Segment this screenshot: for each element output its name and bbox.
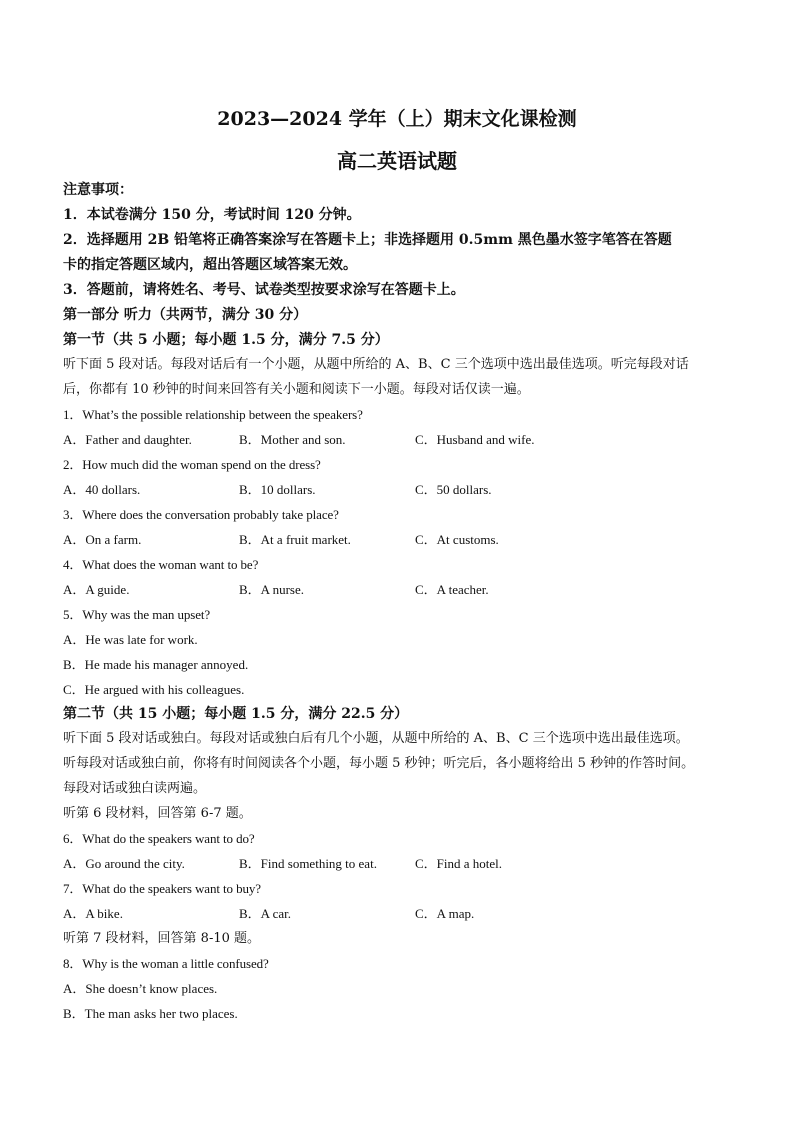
material-note: 听第 7 段材料，回答第 8-10 题。 — [63, 931, 261, 946]
exam-subtitle: 高二英语试题 — [337, 149, 457, 173]
option-c: C．A teacher. — [415, 582, 489, 597]
option-b: B．A nurse. — [239, 582, 305, 597]
option-a: A．A guide. — [63, 582, 130, 597]
note-item: 1．本试卷满分 150 分，考试时间 120 分钟。 — [63, 207, 361, 223]
section-heading: 第一节（共 5 小题；每小题 1.5 分，满分 7.5 分） — [63, 332, 389, 348]
option-c: C．Husband and wife. — [415, 432, 535, 447]
question-stem: 4．What does the woman want to be? — [63, 557, 259, 572]
option-b: B．Find something to eat. — [239, 856, 377, 871]
option-a: A．A bike. — [63, 906, 123, 921]
question-stem: 2．How much did the woman spend on the dress? — [63, 457, 321, 472]
option-b: B．At a fruit market. — [239, 532, 351, 547]
note-item: 2．选择题用 2B 铅笔将正确答案涂写在答题卡上；非选择题用 0.5mm 黑色墨水签字笔答在答题 — [63, 232, 672, 248]
notes-heading: 注意事项： — [63, 182, 133, 198]
section-instructions: 听每段对话或独白前，你将有时间阅读各个小题，每小题 5 秒钟；听完后，各小题将给出 5 秒钟的作答时间。 — [63, 756, 695, 771]
part-heading: 第一部分 听力（共两节，满分 30 分） — [63, 307, 308, 323]
question-stem: 1．What’s the possible relationship between the speakers? — [63, 407, 363, 422]
option-a: A．He was late for work. — [63, 632, 198, 647]
option-a: A．Go around the city. — [63, 856, 185, 871]
note-item: 3．答题前，请将姓名、考号、试卷类型按要求涂写在答题卡上。 — [63, 282, 465, 298]
section-instructions: 后，你都有 10 秒钟的时间来回答有关小题和阅读下一小题。每段对话仅读一遍。 — [63, 382, 530, 397]
option-b: B．Mother and son. — [239, 432, 346, 447]
section-heading: 第二节（共 15 小题；每小题 1.5 分，满分 22.5 分） — [63, 706, 409, 722]
option-b: B．He made his manager annoyed. — [63, 657, 249, 672]
exam-title: 2023—2024 学年（上）期末文化课检测 — [217, 108, 577, 130]
option-c: C．A map. — [415, 906, 475, 921]
option-b: B．The man asks her two places. — [63, 1006, 238, 1021]
question-stem: 5．Why was the man upset? — [63, 607, 211, 622]
question-stem: 3．Where does the conversation probably take place? — [63, 507, 339, 522]
option-a: A．She doesn’t know places. — [63, 981, 218, 996]
section-instructions: 听下面 5 段对话。每段对话后有一个小题，从题中所给的 A、B、C 三个选项中选出最佳选项。听完每段对话 — [63, 357, 689, 372]
option-c: C．Find a hotel. — [415, 856, 503, 871]
question-stem: 6．What do the speakers want to do? — [63, 831, 255, 846]
question-stem: 7．What do the speakers want to buy? — [63, 881, 261, 896]
option-a: A．On a farm. — [63, 532, 142, 547]
section-instructions: 听下面 5 段对话或独白。每段对话或独白后有几个小题，从题中所给的 A、B、C 三个选项中选出最佳选项。 — [63, 731, 689, 746]
option-c: C．He argued with his colleagues. — [63, 682, 245, 697]
option-b: B．A car. — [239, 906, 291, 921]
option-a: A．Father and daughter. — [63, 432, 192, 447]
section-instructions: 每段对话或独白读两遍。 — [63, 781, 207, 796]
question-stem: 8．Why is the woman a little confused? — [63, 956, 269, 971]
option-a: A．40 dollars. — [63, 482, 141, 497]
option-c: C．At customs. — [415, 532, 499, 547]
material-note: 听第 6 段材料，回答第 6-7 题。 — [63, 806, 252, 821]
note-item: 卡的指定答题区域内，超出答题区域答案无效。 — [63, 257, 357, 273]
option-c: C．50 dollars. — [415, 482, 492, 497]
option-b: B．10 dollars. — [239, 482, 316, 497]
